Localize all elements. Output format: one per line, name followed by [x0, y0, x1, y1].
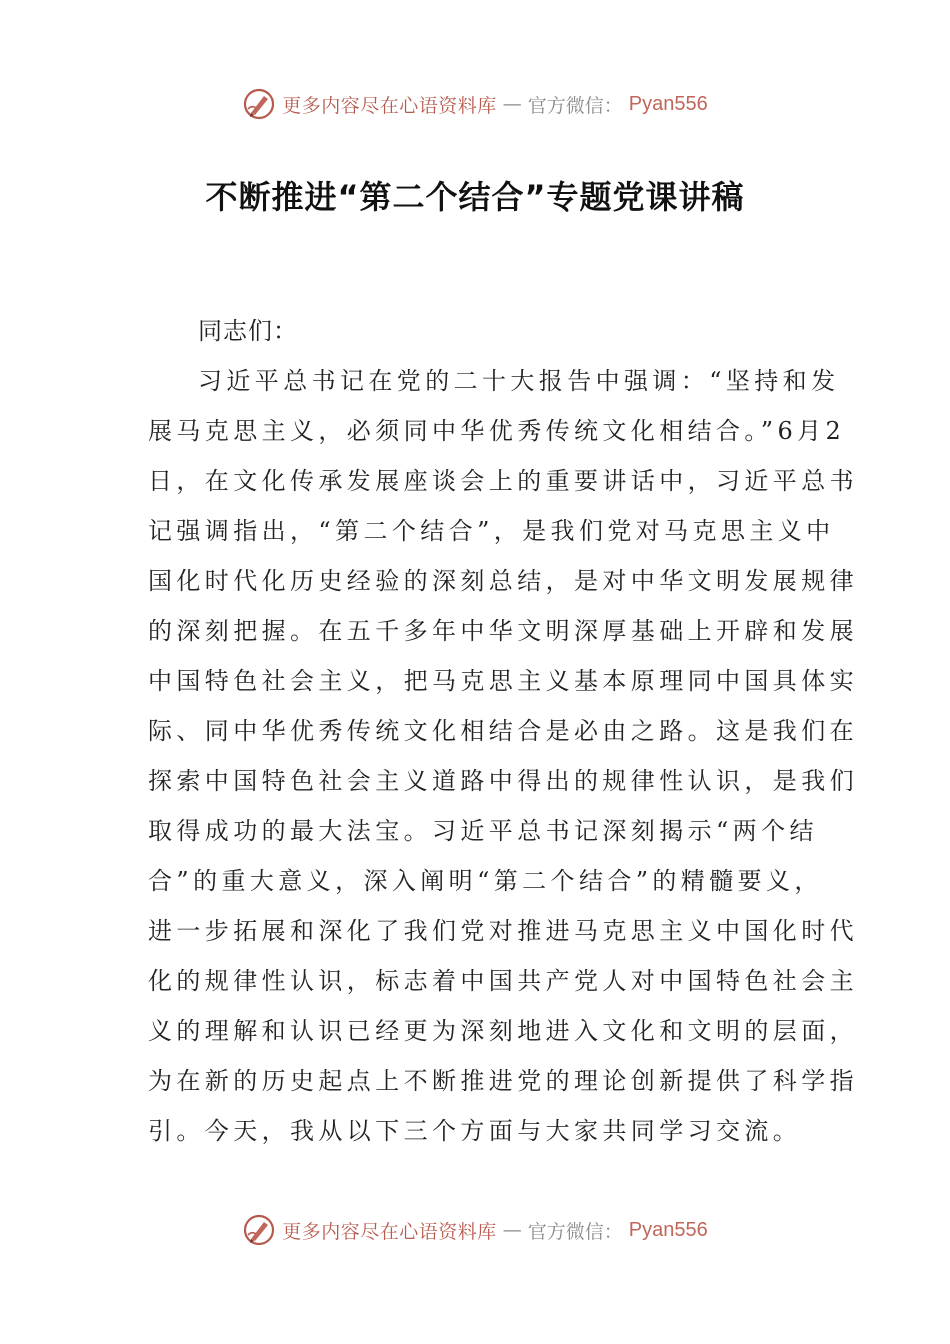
watermark-wechat-id: Pyan556: [628, 1218, 708, 1241]
body-line: 取得成功的最大法宝。习近平总书记深刻揭示“两个结: [148, 817, 818, 845]
greeting: 同志们：: [198, 317, 298, 345]
header-watermark: [0, 84, 950, 124]
document-title: 不断推进“第二个结合”专题党课讲稿: [205, 178, 745, 216]
watermark-wechat-id: Pyan556: [628, 92, 708, 115]
body-line: 进一步拓展和深化了我们党对推进马克思主义中国化时代: [148, 917, 858, 945]
pen-logo-icon: [242, 1213, 276, 1247]
body-line: 国化时代化历史经验的深刻总结，是对中华文明发展规律: [148, 567, 858, 595]
body-line: 中国特色社会主义，把马克思主义基本原理同中国具体实: [148, 667, 858, 695]
body-paragraph: [148, 356, 858, 1156]
body-line: 记强调指出，“第二个结合”，是我们党对马克思主义中: [148, 517, 835, 545]
body-line: 际、同中华优秀传统文化相结合是必由之路。这是我们在: [148, 717, 858, 745]
watermark-separator: —: [502, 1219, 522, 1241]
body-line: 化的规律性认识，标志着中国共产党人对中国特色社会主: [148, 967, 858, 995]
footer-watermark: [0, 1210, 950, 1250]
body-line: 义的理解和认识已经更为深刻地进入文化和文明的层面，: [148, 1017, 858, 1045]
watermark-text: 更多内容尽在心语资料库: [282, 94, 497, 117]
body-line: 的深刻把握。在五千多年中华文明深厚基础上开辟和发展: [148, 617, 858, 645]
body-line: 为在新的历史起点上不断推进党的理论创新提供了科学指: [148, 1067, 858, 1095]
body-line: 日，在文化传承发展座谈会上的重要讲话中，习近平总书: [148, 467, 858, 495]
watermark-wechat-label: 官方微信：: [527, 94, 623, 117]
body-line: 合”的重大意义，深入阐明“第二个结合”的精髓要义，: [148, 867, 823, 895]
body-line: 展马克思主义，必须同中华优秀传统文化相结合。”6月2: [148, 417, 846, 445]
body-line: 习近平总书记在党的二十大报告中强调：“坚持和发: [198, 367, 840, 395]
watermark-text: 更多内容尽在心语资料库: [282, 1220, 497, 1243]
body-line: 引。今天，我从以下三个方面与大家共同学习交流。: [148, 1117, 802, 1145]
body-line: 探索中国特色社会主义道路中得出的规律性认识，是我们: [148, 767, 858, 795]
watermark-separator: —: [502, 93, 522, 115]
pen-logo-icon: [242, 87, 276, 121]
watermark-wechat-label: 官方微信：: [527, 1220, 623, 1243]
